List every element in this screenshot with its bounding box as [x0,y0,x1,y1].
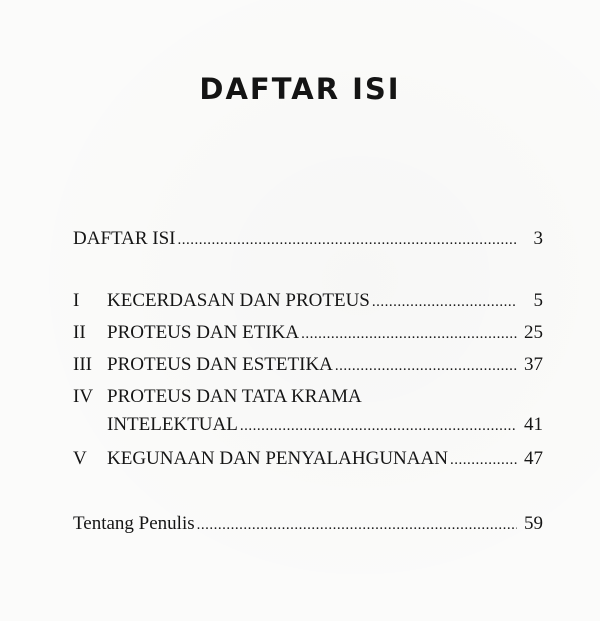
dot-leader [335,358,517,375]
dot-leader [450,452,517,469]
toc-entry-label: Tentang Penulis [73,513,195,534]
toc-page-number: 37 [524,354,543,375]
toc-page-number: 25 [524,322,543,343]
chapter-number: I [73,290,80,311]
chapter-number: IV [73,386,94,407]
toc-entry-chapter-4 [73,386,543,412]
toc-entry-label-continued: INTELEKTUAL [107,414,238,435]
toc-entry-label: PROTEUS DAN TATA KRAMA [107,386,362,407]
dot-leader [301,326,517,343]
toc-entry-daftar-isi [73,228,543,254]
toc-entry-label: PROTEUS DAN ESTETIKA [107,354,333,375]
toc-page-number: 59 [524,513,543,534]
toc-entry-chapter-1 [73,290,543,316]
toc-entry-label: KECERDASAN DAN PROTEUS [107,290,370,311]
toc-entry-tentang-penulis [73,513,543,539]
toc-entry-label: KEGUNAAN DAN PENYALAHGUNAAN [107,448,448,469]
chapter-number: V [73,448,87,469]
toc-entry-label: DAFTAR ISI [73,228,176,249]
chapter-number: III [73,354,92,375]
toc-page-number: 3 [533,228,543,249]
toc-entry-chapter-3 [73,354,543,380]
toc-entry-chapter-2 [73,322,543,348]
toc-entry-label: PROTEUS DAN ETIKA [107,322,300,343]
toc-entry-chapter-4-continued [73,414,543,440]
dot-leader [197,517,517,534]
dot-leader [240,418,517,435]
toc-entry-chapter-5 [73,448,543,474]
toc-page-number: 5 [533,290,543,311]
dot-leader [372,294,517,311]
dot-leader [177,232,517,249]
toc-page-number: 41 [524,414,543,435]
chapter-number: II [73,322,86,343]
toc-page-number: 47 [524,448,543,469]
page-title: DAFTAR ISI [199,72,401,106]
